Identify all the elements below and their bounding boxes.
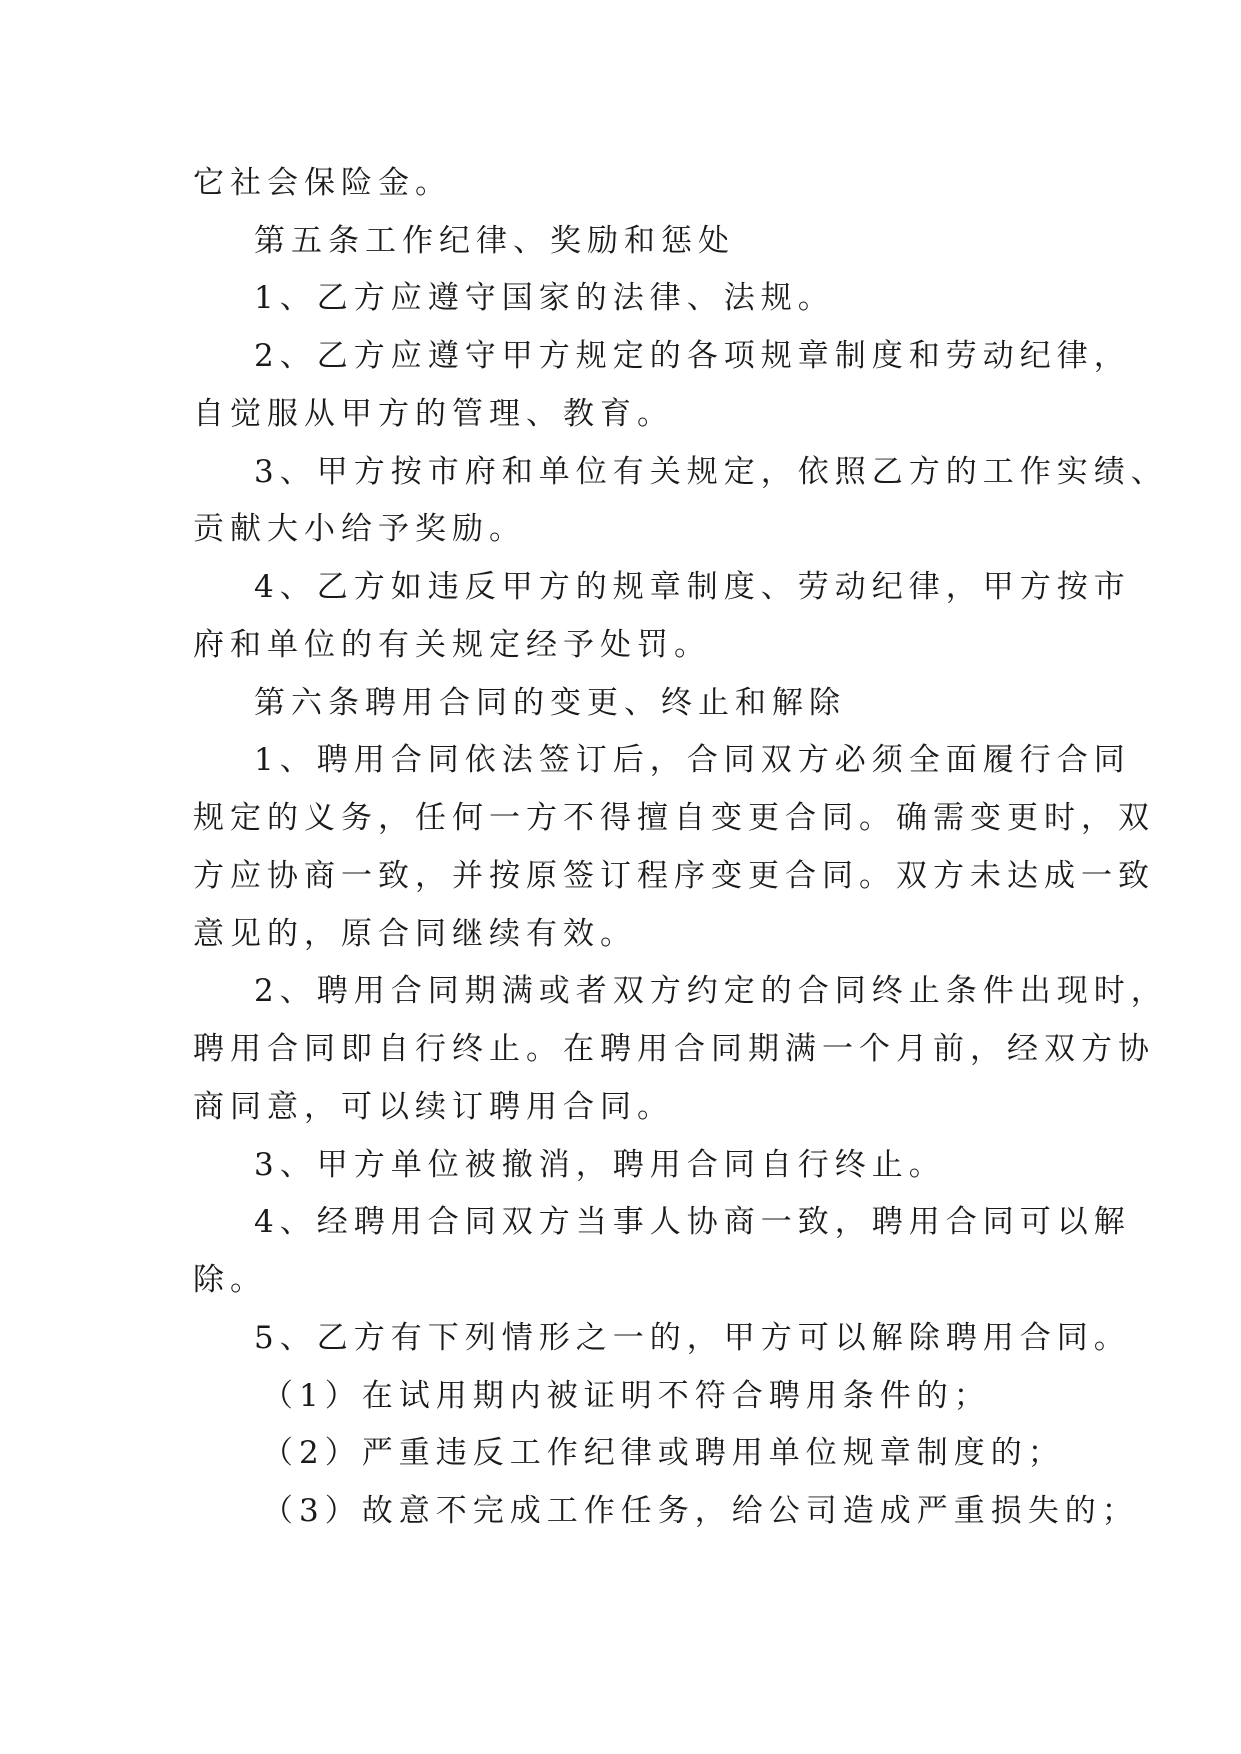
text-line: 自觉服从甲方的管理、教育。 [193, 396, 674, 432]
text-line: 1、聘用合同依法签订后，合同双方必须全面履行合同 [254, 742, 1131, 778]
text-line: 意见的，原合同继续有效。 [193, 916, 637, 952]
text-line: 5、乙方有下列情形之一的，甲方可以解除聘用合同。 [254, 1320, 1131, 1356]
text-line: 4、乙方如违反甲方的规章制度、劳动纪律，甲方按市 [254, 569, 1131, 605]
section-heading: 第五条工作纪律、奖励和惩处 [254, 223, 735, 259]
text-line: 除。 [193, 1262, 267, 1298]
text-line: 聘用合同即自行终止。在聘用合同期满一个月前，经双方协 [193, 1031, 1155, 1067]
list-item: （3）故意不完成工作任务，给公司造成严重损失的； [262, 1493, 1139, 1529]
text-line: 4、经聘用合同双方当事人协商一致，聘用合同可以解 [254, 1204, 1131, 1240]
text-line: 3、甲方单位被撤消，聘用合同自行终止。 [254, 1147, 946, 1183]
text-line: 1、乙方应遵守国家的法律、法规。 [254, 280, 835, 316]
text-line: 它社会保险金。 [193, 165, 452, 201]
text-line: 规定的义务，任何一方不得擅自变更合同。确需变更时，双 [193, 800, 1155, 836]
text-line: 商同意，可以续订聘用合同。 [193, 1089, 674, 1125]
list-item: （1）在试用期内被证明不符合聘用条件的； [262, 1378, 991, 1414]
list-item: （2）严重违反工作纪律或聘用单位规章制度的； [262, 1435, 1065, 1471]
text-line: 府和单位的有关规定经予处罚。 [193, 627, 711, 663]
text-line: 2、聘用合同期满或者双方约定的合同终止条件出现时， [254, 973, 1168, 1009]
text-line: 3、甲方按市府和单位有关规定，依照乙方的工作实绩、 [254, 454, 1168, 490]
text-line: 2、乙方应遵守甲方规定的各项规章制度和劳动纪律， [254, 338, 1131, 374]
text-line: 贡献大小给予奖励。 [193, 511, 526, 547]
text-line: 方应协商一致，并按原签订程序变更合同。双方未达成一致 [193, 858, 1155, 894]
section-heading: 第六条聘用合同的变更、终止和解除 [254, 685, 846, 721]
